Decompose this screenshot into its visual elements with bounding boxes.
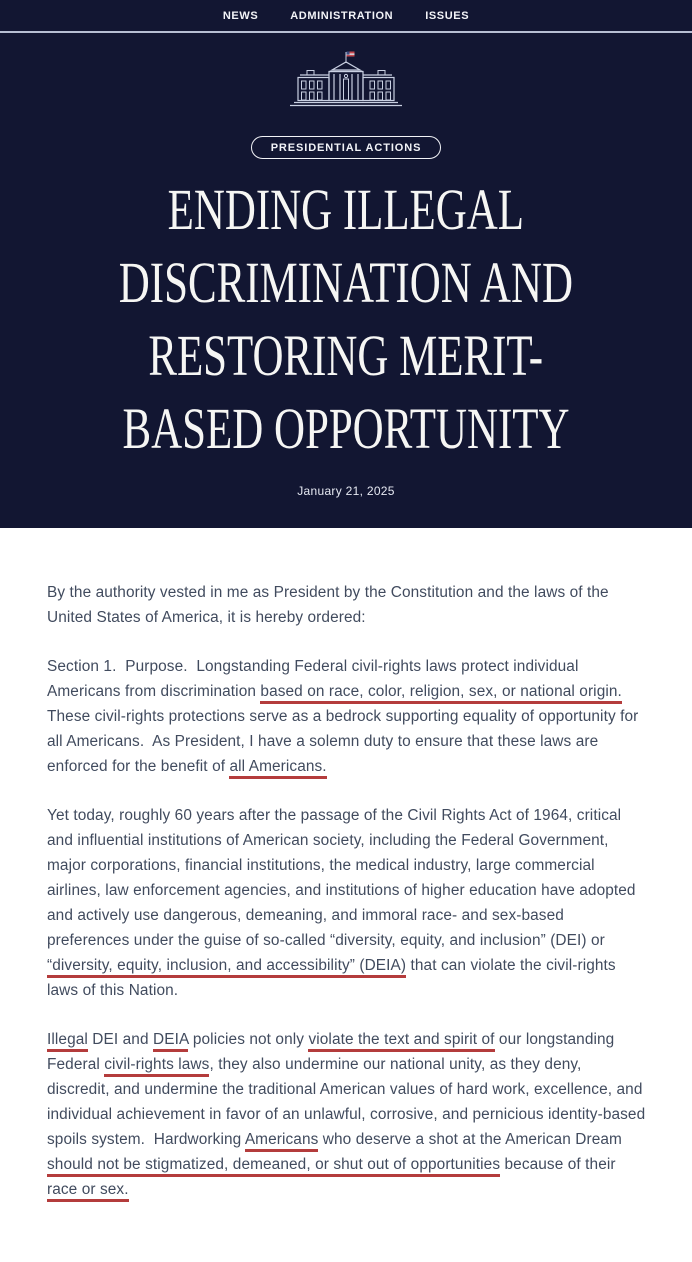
title-line-3: RESTORING MERIT- [148, 323, 544, 388]
body-paragraph [47, 1027, 650, 1202]
annotated-phrase: DEIA [153, 1031, 188, 1052]
annotated-phrase: “diversity, equity, inclusion, and accessibility” (DEIA) [47, 957, 406, 978]
annotated-phrase: Illegal [47, 1031, 88, 1052]
publication-date: January 21, 2025 [297, 484, 395, 498]
nav-item-news[interactable]: NEWS [222, 9, 259, 22]
text-segment: These civil-rights protections serve as a bedrock supporting equality of opportunity for all Americans. As President, I have a solemn duty to ensure that these laws are enforced for the benefit of [47, 683, 643, 775]
nav-item-administration[interactable]: ADMINISTRATION [290, 9, 394, 22]
annotated-phrase: violate the text and spirit of [308, 1031, 494, 1052]
text-segment: Section 1. Purpose. Longstanding Federal civil-rights laws protect individual Americans from discrimination [47, 658, 582, 700]
text-segment: because of their [500, 1156, 620, 1173]
body-paragraph [47, 580, 647, 630]
text-segment: our longstanding Federal [47, 1031, 619, 1073]
annotated-phrase: race or sex. [47, 1181, 129, 1202]
top-navigation [0, 0, 692, 33]
annotated-phrase: all Americans. [229, 758, 326, 779]
nav-item-issues[interactable]: ISSUES [425, 9, 470, 22]
hero-section [0, 33, 692, 528]
text-segment: DEI and [87, 1031, 153, 1048]
text-segment: policies not only [188, 1031, 309, 1048]
text-segment: By the authority vested in me as President by the Constitution and the laws of the United States of America, it is hereby ordered: [47, 584, 614, 626]
title-line-4: BASED OPPORTUNITY [122, 396, 570, 461]
title-line-1: ENDING ILLEGAL [167, 177, 525, 242]
text-segment: Yet today, roughly 60 years after the passage of the Civil Rights Act of 1964, critical and influential institutions of American society, including the Federal Government, major corporations, financial institutions, the medical industry, large commercial airlines, law enforcement agencies, and institutions of higher education have adopted and actively use dangerous, demeaning, and immoral race- and sex-based preferences under the guise of so-called “diversity, equity, and inclusion” (DEI) or [47, 807, 640, 949]
body-paragraph [47, 803, 647, 1003]
text-segment: that can violate the civil-rights laws of this Nation. [47, 957, 621, 999]
annotated-phrase: should not be stigmatized, demeaned, or shut out of opportunities [47, 1156, 500, 1177]
page-title [0, 173, 692, 465]
annotated-phrase: civil-rights laws [104, 1056, 209, 1077]
text-segment: who deserve a shot at the American Dream [318, 1131, 627, 1148]
presidential-actions-badge[interactable]: PRESIDENTIAL ACTIONS [251, 136, 442, 159]
annotated-phrase: Americans [245, 1131, 319, 1152]
executive-order-body [0, 528, 692, 1262]
title-line-2: DISCRIMINATION AND [118, 250, 574, 315]
annotated-phrase: based on race, color, religion, sex, or national origin. [260, 683, 622, 704]
text-segment: , they also undermine our national unity, as they deny, discredit, and undermine the traditional American values of hard work, excellence, and individual achievement in favor of an unlawful, corrosive, and pernicious identity-based spoils system. Hardworking [47, 1056, 650, 1148]
body-paragraph [47, 654, 647, 779]
white-house-icon [280, 49, 412, 111]
white-house-logo[interactable] [280, 49, 412, 111]
